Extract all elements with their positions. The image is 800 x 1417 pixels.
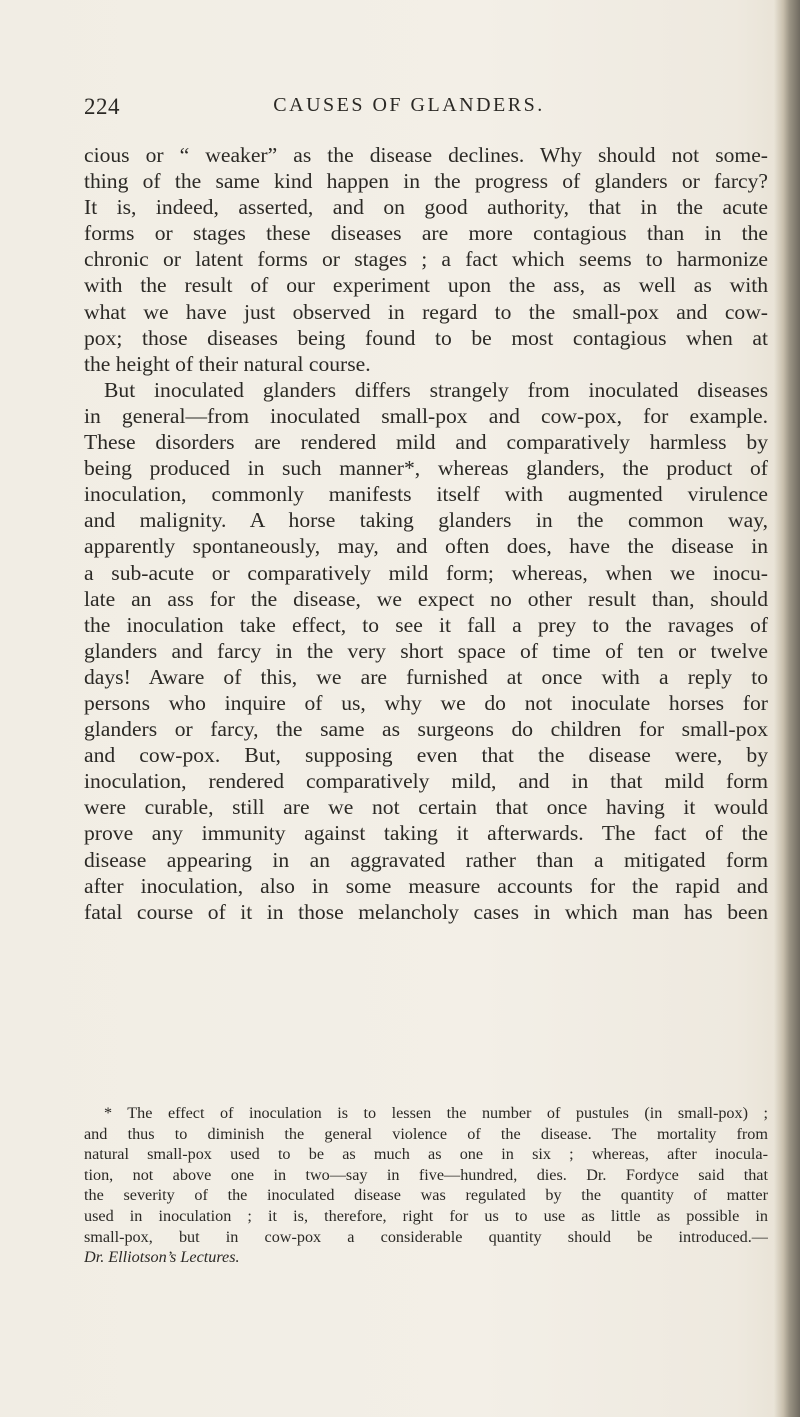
- text-line: a sub-acute or comparatively mild form; whereas, when we inocu-: [84, 560, 768, 585]
- footnote-line: used in inoculation ; it is, therefore, right for us to use as little as possible in: [84, 1206, 768, 1225]
- text-line: inoculation, rendered comparatively mild, and in that mild form: [84, 769, 768, 794]
- text-line: pox; those diseases being found to be most contagious when at: [84, 325, 768, 350]
- page-header: [84, 94, 734, 124]
- body-text: [84, 142, 768, 925]
- text-line: what we have just observed in regard to the small-pox and cow-: [84, 299, 768, 324]
- text-line: chronic or latent forms or stages ; a fact which seems to harmonize: [84, 247, 768, 272]
- text-line: thing of the same kind happen in the progress of glanders or farcy?: [84, 169, 768, 194]
- footnote-line: and thus to diminish the general violence of the disease. The mortality from: [84, 1124, 768, 1143]
- footnote-line: tion, not above one in two—say in five—hundred, dies. Dr. Fordyce said that: [84, 1165, 768, 1184]
- text-line: glanders or farcy, the same as surgeons do children for small-pox: [84, 717, 768, 742]
- text-line: persons who inquire of us, why we do not inoculate horses for: [84, 690, 768, 715]
- text-line: These disorders are rendered mild and comparatively harmless by: [84, 430, 768, 455]
- text-line: glanders and farcy in the very short space of time of ten or twelve: [84, 638, 768, 663]
- text-line: were curable, still are we not certain that once having it would: [84, 795, 768, 820]
- page-number: 224: [84, 94, 120, 119]
- page-edge-shadow: [774, 0, 800, 1417]
- text-line: days! Aware of this, we are furnished at once with a reply to: [84, 664, 768, 689]
- text-line: apparently spontaneously, may, and often does, have the disease in: [84, 534, 768, 559]
- text-line: in general—from inoculated small-pox and cow-pox, for example.: [84, 403, 768, 428]
- footnote-line: natural small-pox used to be as much as one in six ; whereas, after inocula-: [84, 1145, 768, 1164]
- text-line: disease appearing in an aggravated rather than a mitigated form: [84, 847, 768, 872]
- text-line: being produced in such manner*, whereas glanders, the product of: [84, 456, 768, 481]
- text-line: after inoculation, also in some measure accounts for the rapid and: [84, 873, 768, 898]
- running-head: CAUSES OF GLANDERS.: [273, 94, 545, 116]
- text-line: cious or “ weaker” as the disease declines. Why should not some-: [84, 143, 768, 167]
- footnote: [84, 1103, 768, 1268]
- text-line: and malignity. A horse taking glanders in the common way,: [84, 508, 768, 533]
- text-line: fatal course of it in those melancholy cases in which man has been: [84, 899, 768, 924]
- footnote-citation: Dr. Elliotson’s Lectures.: [84, 1248, 240, 1267]
- footnote-line: small-pox, but in cow-pox a considerable quantity should be introduced.—: [84, 1227, 768, 1246]
- text-line: the inoculation take effect, to see it fall a prey to the ravages of: [84, 612, 768, 637]
- text-line: late an ass for the disease, we expect no other result than, should: [84, 586, 768, 611]
- footnote-line: the severity of the inoculated disease was regulated by the quantity of matter: [84, 1186, 768, 1205]
- text-line: It is, indeed, asserted, and on good authority, that in the acute: [84, 195, 768, 220]
- text-line: forms or stages these diseases are more contagious than in the: [84, 221, 768, 246]
- text-line: and cow-pox. But, supposing even that the disease were, by: [84, 743, 768, 768]
- text-line: the height of their natural course.: [84, 351, 371, 376]
- text-line: with the result of our experiment upon the ass, as well as with: [84, 273, 768, 298]
- text-line: But inoculated glanders differs strangely from inoculated diseases: [104, 377, 768, 402]
- footnote-line: * The effect of inoculation is to lessen the number of pustules (in small-pox) ;: [104, 1104, 768, 1122]
- text-line: prove any immunity against taking it afterwards. The fact of the: [84, 821, 768, 846]
- text-line: inoculation, commonly manifests itself with augmented virulence: [84, 482, 768, 507]
